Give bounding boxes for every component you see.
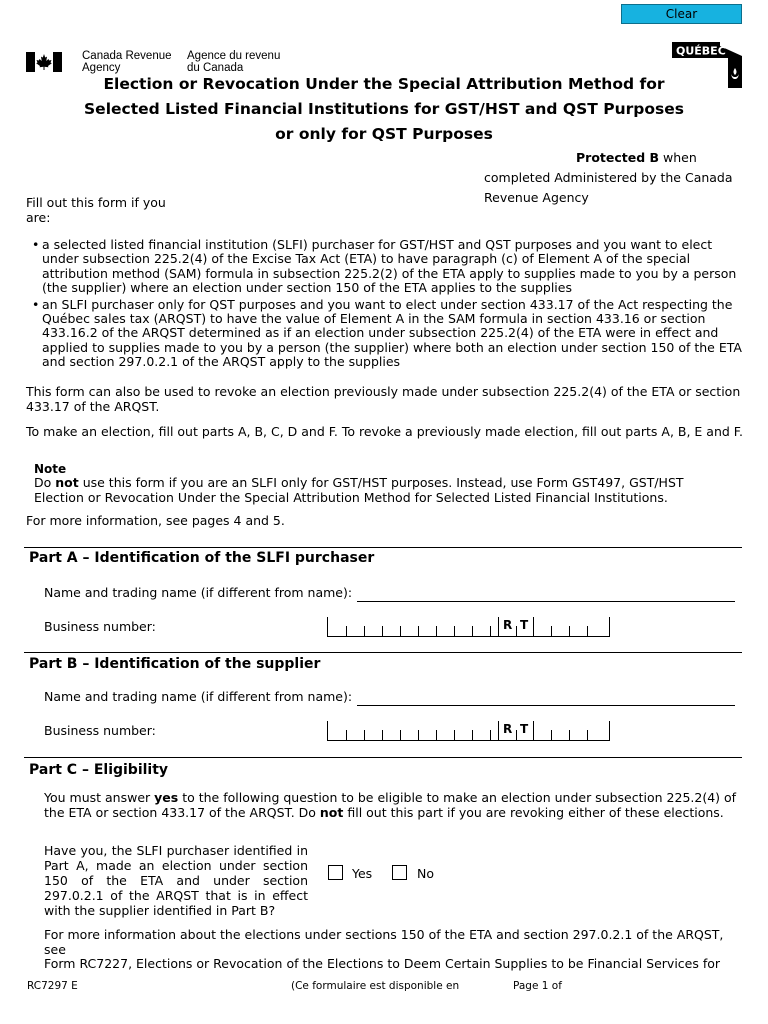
divider: [24, 547, 742, 548]
revoke-paragraph: This form can also be used to revoke an election previously made under subsection 225.2(4) of the ETA or section 433.17 of the ARQST.: [26, 384, 741, 414]
canada-flag-icon: [26, 52, 62, 72]
part-b-name-label: Name and trading name (if different from name):: [44, 689, 353, 704]
divider: [24, 652, 742, 653]
no-label: No: [417, 866, 434, 881]
no-checkbox[interactable]: [392, 865, 407, 880]
part-b-business-number-field[interactable]: [327, 721, 610, 741]
note-text: Do not use this form if you are an SLFI only for GST/HST purposes. Instead, use Form GST497, GST/HST Election or Revocation Under the Special Attribution Method for Selected Listed Financial Institutions.: [34, 475, 684, 505]
list-item: • an SLFI purchaser only for QST purposes and you want to elect under section 433.17 of the Act respecting the Québec sales tax (ARQST) to have the value of Element A in the SAM formula in section 433.16 or section 433.16.2 of the ARQST determined as if an election under subsection 225.2(4) of the ETA were in effect and applied to supplies made to you by a person (the supplier) where both an election under section 150 of the ETA and section 297.0.2.1 of the ARQST apply to the supplies: [32, 296, 742, 370]
protected-line-3: Revenue Agency: [484, 190, 589, 205]
part-c-question: Have you, the SLFI purchaser identified in Part A, made an election under section 150 of the ETA and under section 297.0.2.1 of the ARQST that is in effect with the supplier identified in Part B?: [44, 843, 308, 918]
make-election-paragraph: To make an election, fill out parts A, B, C, D and F. To revoke a previously made election, fill out parts A, B, E and F.: [26, 424, 743, 439]
rt-label-r: R: [503, 618, 513, 632]
note-heading: Note: [34, 462, 67, 476]
rt-label-t: T: [520, 618, 529, 632]
part-b-bn-label: Business number:: [44, 723, 156, 738]
french-availability: (Ce formulaire est disponible en: [291, 980, 460, 992]
eligibility-bullets: [30, 238, 746, 372]
part-a-bn-label: Business number:: [44, 619, 156, 634]
more-info-paragraph: For more information, see pages 4 and 5.: [26, 513, 285, 528]
rt-label-r: R: [503, 722, 513, 736]
clear-button[interactable]: Clear: [621, 4, 742, 24]
part-a-title: Part A – Identification of the SLFI purchaser: [29, 550, 375, 566]
divider: [24, 757, 742, 758]
part-b-title: Part B – Identification of the supplier: [29, 656, 321, 672]
form-code: RC7297 E: [27, 980, 78, 992]
form-title: Election or Revocation Under the Special Attribution Method for Selected Listed Financial Institutions for GST/HST and QST Purposes or only for QST Purposes: [84, 75, 684, 143]
bullet-icon: •: [32, 237, 40, 252]
protected-label: Protected B: [576, 150, 660, 165]
protected-line-2: completed Administered by the Canada: [484, 170, 733, 185]
page-number: Page 1 of: [513, 980, 562, 992]
fill-out-intro: Fill out this form if you are:: [26, 195, 166, 225]
bullet-icon: •: [32, 296, 40, 312]
part-b-name-field[interactable]: [357, 705, 735, 706]
part-c-title: Part C – Eligibility: [29, 762, 169, 778]
part-a-business-number-field[interactable]: [327, 617, 610, 637]
part-a-name-field[interactable]: [357, 601, 735, 602]
list-item: • a selected listed financial institution (SLFI) purchaser for GST/HST and QST purposes and you want to elect under subsection 225.2(4) of the Excise Tax Act (ETA) to have paragraph (c) of Element A of the special attribution method (SAM) formula in subsection 225.2(2) of the ETA apply to supplies made to you by a person (the supplier) where an election under section 150 of the ETA applies to the supplies: [32, 237, 737, 296]
part-c-intro: You must answer yes to the following question to be eligible to make an election under subsection 225.2(4) of the ETA or section 433.17 of the ARQST. Do not fill out this part if you are revoking either of these elections.: [44, 790, 737, 820]
agency-name-en: Canada Revenue Agency: [82, 50, 172, 74]
part-c-more-info-1: For more information about the elections under sections 150 of the ETA and section 297.0.2.1 of the ARQST, see: [44, 927, 724, 957]
agency-name-fr: Agence du revenu du Canada: [187, 50, 281, 74]
part-a-name-label: Name and trading name (if different from name):: [44, 585, 353, 600]
protected-b-notice: [484, 148, 754, 208]
svg-text:QUÉBEC: QUÉBEC: [676, 44, 726, 58]
part-c-more-info-2: Form RC7227, Elections or Revocation of the Elections to Deem Certain Supplies to be Financial Services for: [44, 956, 721, 971]
rt-label-t: T: [520, 722, 529, 736]
yes-label: Yes: [352, 866, 373, 881]
yes-checkbox[interactable]: [328, 865, 343, 880]
protected-when: when: [659, 150, 697, 165]
